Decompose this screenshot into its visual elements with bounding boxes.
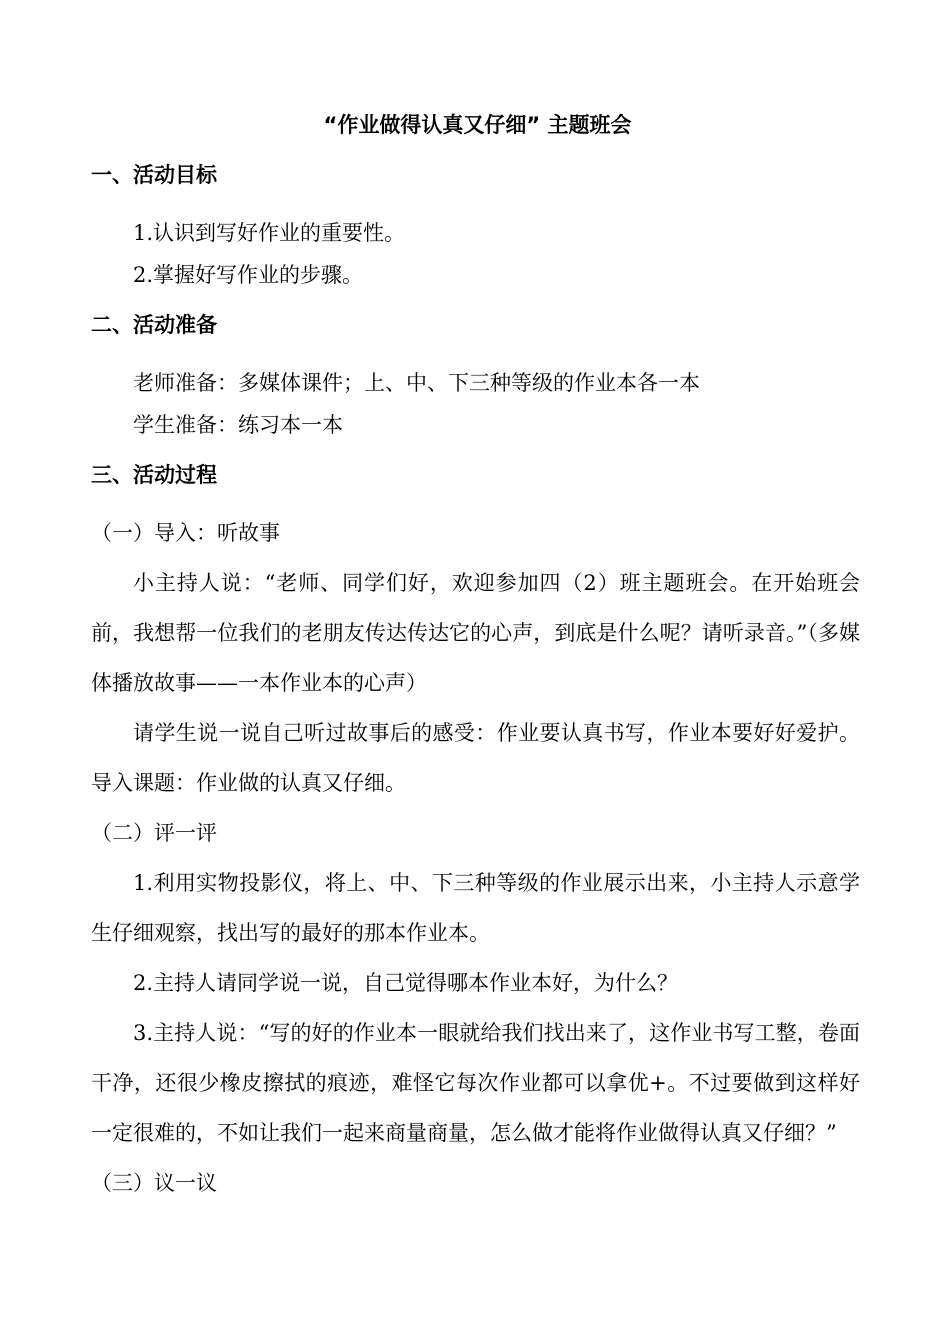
evaluate-paragraph-2: 2.主持人请同学说一说，自己觉得哪本作业本好，为什么？ <box>133 971 679 995</box>
document-title: “作业做得认真又仔细” 主题班会 <box>323 113 632 137</box>
section-heading-process: 三、活动过程 <box>91 463 217 487</box>
section-heading-preparation: 二、活动准备 <box>91 313 217 337</box>
part-title-discuss: （三）议一议 <box>91 1171 217 1195</box>
goal-item-1: 1.认识到写好作业的重要性。 <box>133 221 406 245</box>
prep-item-teacher: 老师准备：多媒体课件；上、中、下三种等级的作业本各一本 <box>133 371 700 395</box>
part-title-evaluate: （二）评一评 <box>91 821 217 845</box>
part-title-intro: （一）导入：听故事 <box>91 521 280 545</box>
intro-paragraph-2: 请学生说一说自己听过故事后的感受：作业要认真书写，作业本要好好爱护。导入课题：作业做的认真又仔细。 <box>91 721 860 795</box>
goal-item-2: 2.掌握好写作业的步骤。 <box>133 263 364 287</box>
intro-paragraph-1: 小主持人说：“老师、同学们好，欢迎参加四（2）班主题班会。在开始班会前，我想帮一位我们的老朋友传达传达它的心声，到底是什么呢？请听录音。”（多媒体播放故事——一本作业本的心声） <box>91 571 860 695</box>
evaluate-paragraph-1: 1.利用实物投影仪，将上、中、下三种等级的作业展示出来，小主持人示意学生仔细观察，找出写的最好的那本作业本。 <box>91 871 860 945</box>
evaluate-paragraph-3: 3.主持人说：“写的好的作业本一眼就给我们找出来了，这作业书写工整，卷面干净，还很少橡皮擦拭的痕迹，难怪它每次作业都可以拿优+。不过要做到这样好一定很难的，不如让我们一起来商量商量，怎么做才能将作业做得认真又仔细？” <box>91 1021 860 1145</box>
section-heading-goals: 一、活动目标 <box>91 163 217 187</box>
prep-item-student: 学生准备：练习本一本 <box>133 413 343 437</box>
